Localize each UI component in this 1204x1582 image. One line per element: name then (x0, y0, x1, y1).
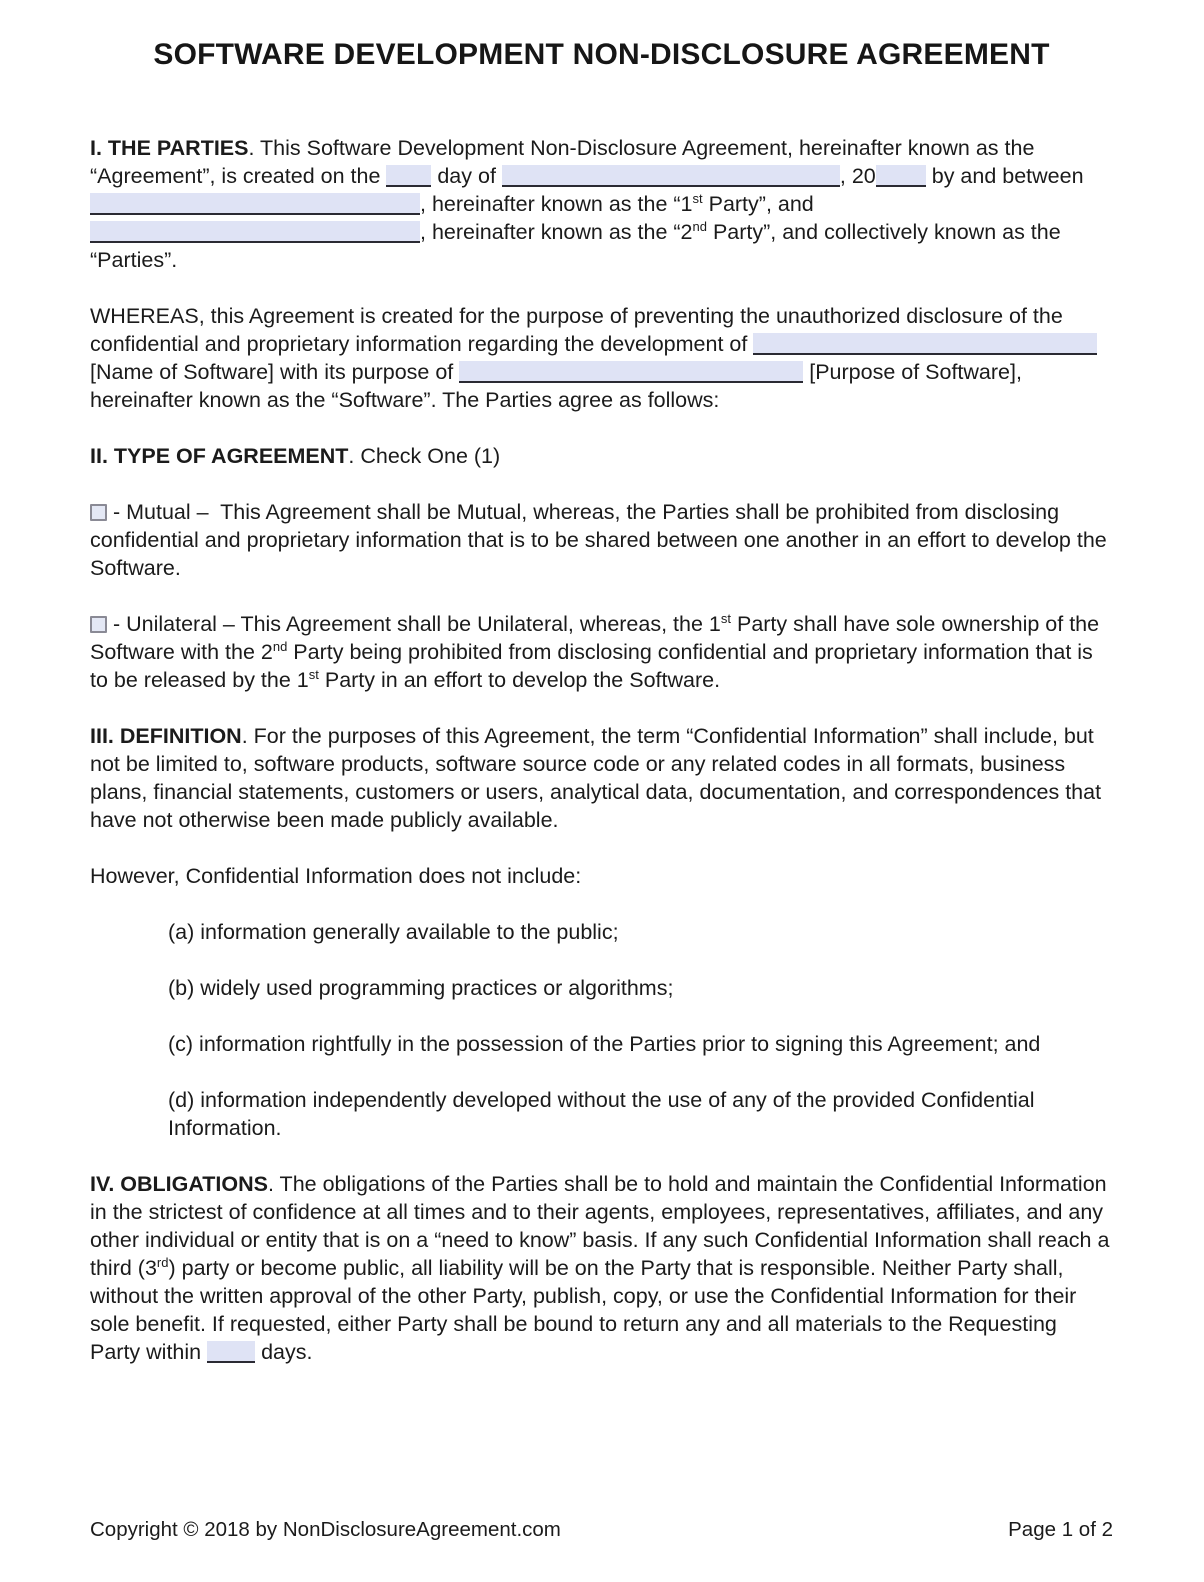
document-title: SOFTWARE DEVELOPMENT NON-DISCLOSURE AGREEMENT (153, 38, 1050, 71)
text-run: days. (255, 1340, 313, 1364)
section-parties-heading: I. THE PARTIES (90, 136, 249, 160)
section-definition (90, 722, 1113, 834)
definition-item-c: (c) information rightfully in the possession of the Parties prior to signing this Agreement; and (168, 1032, 1041, 1056)
definition-item-a: (a) information generally available to the public; (168, 920, 619, 944)
text-run: Party in an effort to develop the Software. (318, 668, 721, 692)
text-run: Party”, and collectively known as the “Parties”. (90, 220, 1061, 272)
month-blank[interactable] (502, 165, 840, 187)
text-run: , 20 (839, 164, 876, 188)
section-whereas (90, 302, 1113, 414)
section-type-heading (90, 442, 1113, 470)
definition-item-b: (b) widely used programming practices or algorithms; (168, 976, 674, 1000)
page-footer (90, 1518, 1113, 1542)
text-run: Party being prohibited from disclosing confidential and proprietary information that is to be released by the 1 (90, 640, 1093, 692)
mutual-checkbox[interactable] (90, 504, 107, 521)
text-run: . Check One (1) (348, 444, 501, 468)
section-type-heading-text: II. TYPE OF AGREEMENT (90, 444, 349, 468)
text-run: . The obligations of the Parties shall be to hold and maintain the Confidential Information in the strictest of confidence at all times and to their agents, employees, representatives, affiliates, and any other individual or entity that is on a “need to know” basis. If any such Confidential Information shall reach a third (3 (90, 1172, 1110, 1280)
text-run: , hereinafter known as the “2 (420, 220, 693, 244)
section-obligations (90, 1170, 1113, 1366)
software-name-blank[interactable] (753, 333, 1097, 355)
text-run: . For the purposes of this Agreement, the term “Confidential Information” shall include, but not be limited to, software products, software source code or any related codes in all formats, business plans, financial statements, customers or users, analytical data, documentation, and correspondences that have not otherwise been made publicly available. (90, 724, 1102, 832)
software-purpose-blank[interactable] (459, 361, 803, 383)
ordinal-superscript: st (308, 666, 319, 682)
section-definition-heading: III. DEFINITION (90, 724, 242, 748)
unilateral-checkbox[interactable] (90, 616, 107, 633)
ordinal-superscript: st (692, 190, 703, 206)
text-run: Party shall have sole ownership of the Software with the 2 (90, 612, 1100, 664)
first-party-name-blank[interactable] (90, 193, 420, 215)
year-blank[interactable] (876, 165, 926, 187)
definition-item-d: (d) information independently developed without the use of any of the provided Confidential Information. (168, 1088, 1035, 1140)
text-run: [Purpose of Software], hereinafter known as the “Software”. The Parties agree as follows: (90, 360, 1022, 412)
ordinal-superscript: nd (692, 218, 707, 234)
unilateral-option (90, 610, 1113, 694)
text-run: by and between (925, 164, 1084, 188)
second-party-name-blank[interactable] (90, 221, 420, 243)
section-parties (90, 134, 1113, 274)
section-obligations-heading: IV. OBLIGATIONS (90, 1172, 268, 1196)
text-run: [Name of Software] with its purpose of (90, 360, 460, 384)
text-run: WHEREAS, this Agreement is created for the purpose of preventing the unauthorized disclosure of the confidential and proprietary information regarding the development of (90, 304, 1063, 356)
copyright-text: Copyright © 2018 by NonDisclosureAgreement.com (90, 1518, 561, 1541)
page-number: Page 1 of 2 (1008, 1518, 1113, 1541)
definition-however: However, Confidential Information does not include: (90, 864, 582, 888)
return-days-blank[interactable] (207, 1341, 255, 1363)
ordinal-superscript: st (720, 610, 731, 626)
mutual-option (90, 498, 1113, 582)
text-run: Party”, and (702, 192, 814, 216)
ordinal-superscript: nd (272, 638, 288, 654)
day-blank[interactable] (386, 165, 431, 187)
text-run: day of (431, 164, 502, 188)
text-run: - Mutual – This Agreement shall be Mutual, whereas, the Parties shall be prohibited from disclosing confidential and proprietary information that is to be shared between one another in an effort to develop the Software. (90, 500, 1107, 580)
text-run: . This Software Development Non-Disclosure Agreement, hereinafter known as the “Agreement”, is created on the (90, 136, 1035, 188)
text-run: , hereinafter known as the “1 (420, 192, 693, 216)
text-run: - Unilateral – This Agreement shall be Unilateral, whereas, the 1 (107, 612, 721, 636)
text-run: ) party or become public, all liability will be on the Party that is responsible. Neither Party shall, without the written approval of the other Party, publish, copy, or use the Confidential Information for their sole benefit. If requested, either Party shall be bound to return any and all materials to the Requesting Party within (90, 1256, 1077, 1364)
ordinal-superscript: rd (156, 1254, 169, 1270)
